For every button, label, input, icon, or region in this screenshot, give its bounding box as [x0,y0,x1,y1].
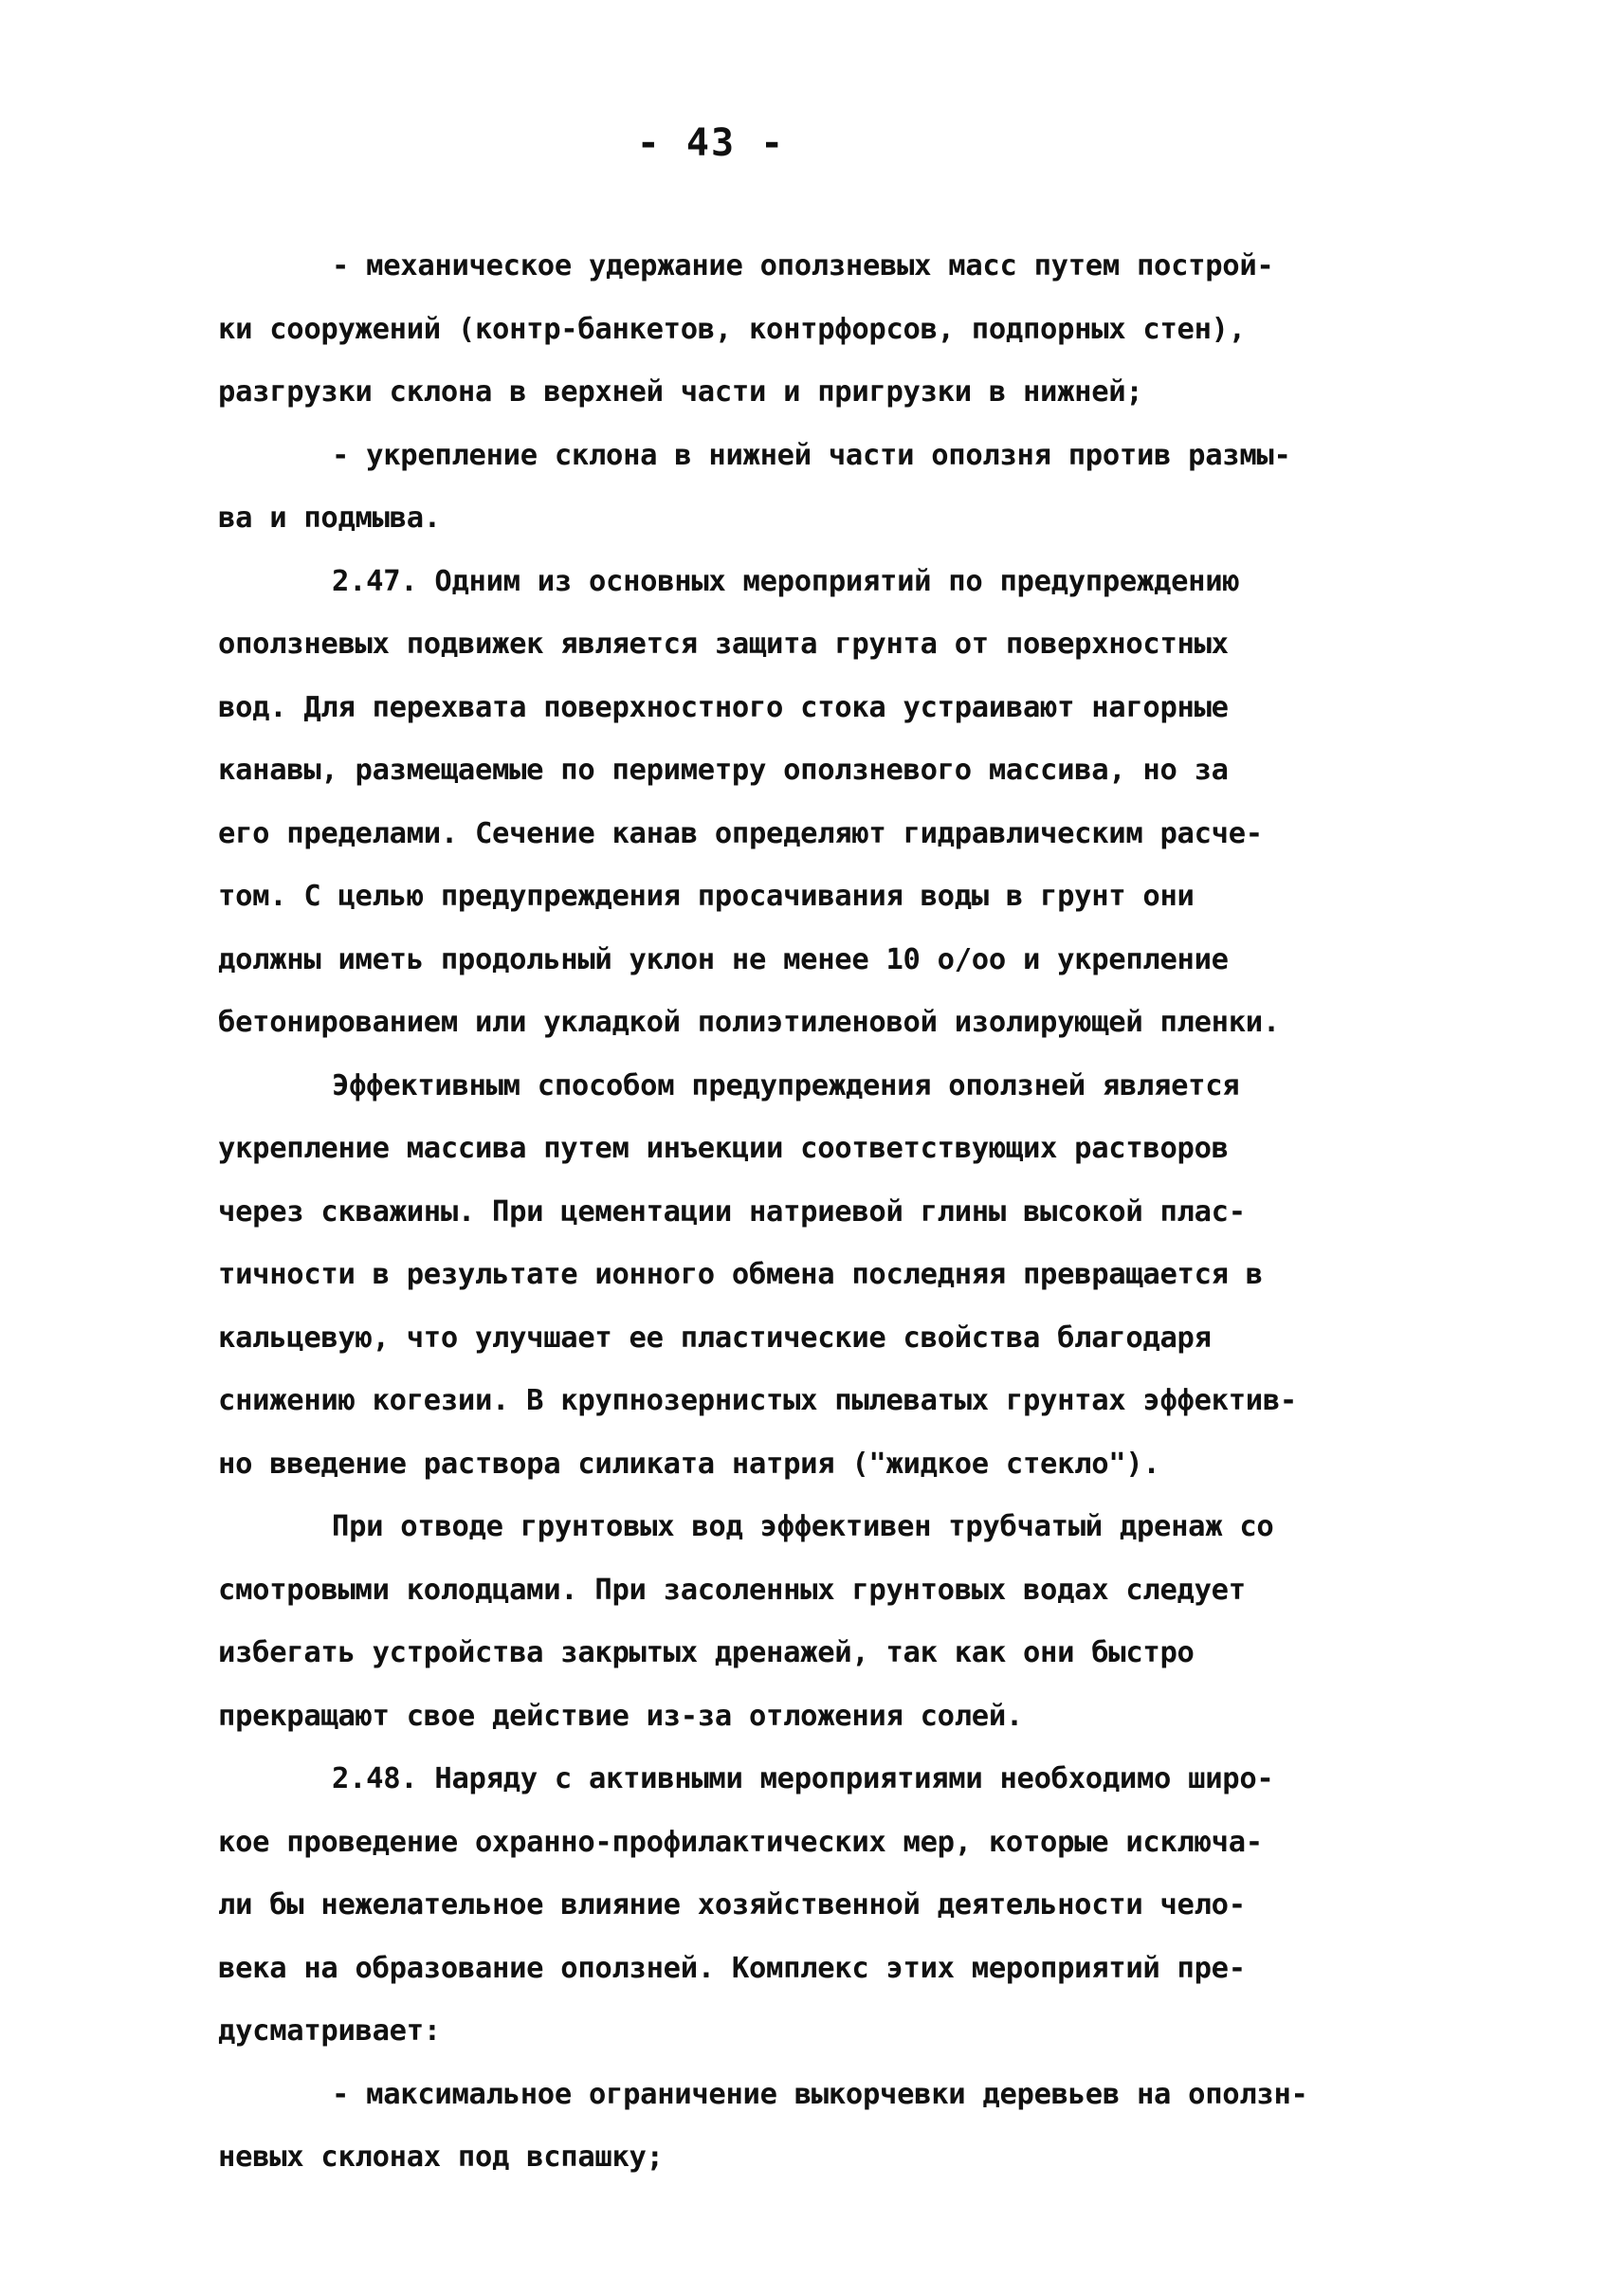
text-line: века на образование оползней. Комплекс этих мероприятий пре- [218,1951,1246,1985]
text-line: кальцевую, что улучшает ее пластические свойства благодаря [218,1321,1212,1355]
text-line: ки сооружений (контр-банкетов, контрфорсов, подпорных стен), [218,312,1246,346]
text-line: вод. Для перехвата поверхностного стока устраивают нагорные [218,690,1229,724]
text-line: дусматривает: [218,2014,441,2048]
text-line: тичности в результате ионного обмена последняя превращается в [218,1258,1263,1291]
text-line: через скважины. При цементации натриевой глины высокой плас- [218,1194,1246,1229]
text-line: 2.48. Наряду с активными мероприятиями необходимо широ- [332,1762,1274,1795]
body-text [218,235,1451,2190]
text-line: При отводе грунтовых вод эффективен трубчатый дренаж со [332,1510,1274,1543]
text-line: его пределами. Сечение канав определяют гидравлическим расче- [218,816,1263,850]
text-line: ли бы нежелательное влияние хозяйственной деятельности чело- [218,1888,1246,1922]
text-line: - максимальное ограничение выкорчевки деревьев на оползн- [332,2077,1308,2111]
text-line: - укрепление склона в нижней части оползня против размы- [332,438,1291,472]
text-line: но введение раствора силиката натрия ("жидкое стекло"). [218,1447,1160,1481]
text-line: канавы, размещаемые по периметру оползневого массива, но за [218,754,1229,787]
page-number: - 43 - [636,121,786,165]
text-line: кое проведение охранно-профилактических мер, которые исключа- [218,1825,1263,1859]
text-line: снижению когезии. В крупнозернистых пылеватых грунтах эффектив- [218,1384,1297,1417]
text-line: 2.47. Одним из основных мероприятий по предупреждению [332,564,1240,598]
text-line: том. С целью предупреждения просачивания воды в грунт они [218,880,1195,913]
text-line: укрепление массива путем инъекции соответствующих растворов [218,1132,1229,1165]
text-line: ва и подмыва. [218,501,441,535]
text-line: оползневых подвижек является защита грунта от поверхностных [218,628,1229,661]
text-line: избегать устройства закрытых дренажей, так как они быстро [218,1636,1195,1669]
text-line: Эффективным способом предупреждения оползней является [332,1068,1240,1102]
text-line: прекращают свое действие из-за отложения солей. [218,1699,1023,1733]
text-line: - механическое удержание оползневых масс путем построй- [332,249,1274,282]
text-line: невых склонах под вспашку; [218,2140,664,2174]
text-line: бетонированием или укладкой полиэтиленовой изолирующей пленки. [218,1006,1280,1039]
text-line: смотровыми колодцами. При засоленных грунтовых водах следует [218,1573,1246,1607]
text-line: должны иметь продольный уклон не менее 10 о/оо и укрепление [218,942,1229,976]
text-line: разгрузки склона в верхней части и пригрузки в нижней; [218,375,1143,409]
